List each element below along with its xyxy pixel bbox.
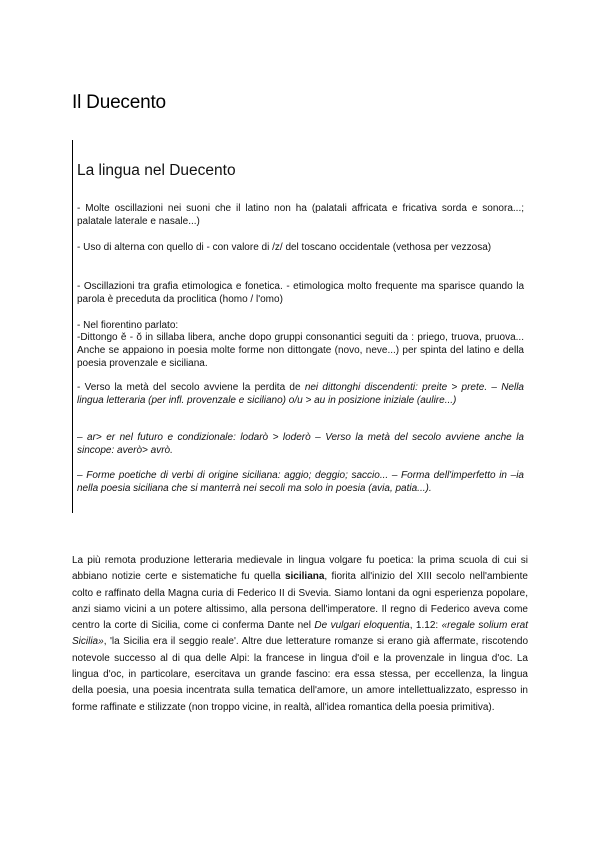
page-title: Il Duecento [72, 92, 166, 113]
body-bold-siciliana: siciliana [284, 571, 325, 583]
point-fiorentino-heading: - Nel fiorentino parlato: [77, 320, 179, 331]
point-dittongo: -Dittongo ě - ŏ in sillaba libera, anche dopo gruppi consonantici seguiti da : priego, truova, pruova... Anche se appaiono in poesia molte forme non dittongate (novo, neve...) per spinta del latino e della poesia provenzale e siciliana. [77, 332, 524, 369]
verso-italic: nei dittonghi discendenti: preite > prete. – Nella lingua letteraria (per infl. provenzale e siciliano) o/u > au in posizione iniziale (aulire...) [77, 382, 524, 406]
body-text-4: , 'la Sicilia era il seggio reale'. Altre due letterature romanze si erano già affermate, riscotendo notevole successo al di qua delle Alpi: la francese in lingua d'oil e la provenzale in lingua d'oc. La lingua d'oc, in particolare, esercitava un grande fascino: era essa stessa, per eccellenza, la lingua della poesia, una poesia incentrata sulla tematica dell'amore, un amore intellettualizzato, espresso in forme raffinate e stilizzate (non troppo vicine, in realtà, all'idea romantica della poesia primitiva). [72, 636, 528, 713]
body-text-3: , 1.12: [409, 620, 442, 632]
point-verso-meta [77, 381, 524, 407]
point-uso-di: - Uso di alterna con quello di - con valore di /z/ del toscano occidentale (vethosa per vezzosa) [77, 242, 492, 253]
body-italic-quote: «regale solium erat Sicilia» [72, 620, 528, 648]
point-oscillazioni-suoni: - Molte oscillazioni nei suoni che il latino non ha (palatali affricata e fricativa sorda e sonora...; palatale laterale e nasale...) [77, 203, 524, 227]
point-grafia: - Oscillazioni tra grafia etimologica e fonetica. - etimologica molto frequente ma sparisce quando la parola è preceduta da proclitica (homo / l'omo) [77, 281, 524, 305]
language-section [72, 140, 528, 513]
point-forme-poetiche: – Forme poetiche di verbi di origine siciliana: aggio; deggio; saccio... – Forma dell'imperfetto in –ia nella poesia siciliana che si manterrà nei secoli ma solo in poesia (avia, patia...). [77, 470, 524, 494]
section-heading: La lingua nel Duecento [77, 162, 236, 179]
verso-text: - Verso la metà del secolo avviene la perdita de [77, 382, 305, 393]
body-text-1: La più remota produzione letteraria medievale in lingua volgare fu poetica: la prima scuola di cui si abbiano notizie certe e sistematiche fu quella [72, 555, 528, 583]
body-text-2: , fiorita all'inizio del XIII secolo nell'ambiente colto e raffinato della Magna curia di Federico II di Svevia. Siamo lontani da ogni esperienza popolare, anzi siamo vicini a un potere altissimo, alla persona dell'imperatore. Il regno di Federico aveva come centro la corte di Sicilia, come ci conferma Dante nel [72, 571, 528, 632]
body-italic-work: De vulgari eloquentia [314, 620, 410, 632]
point-futuro: – ar> er nel futuro e condizionale: lodarò > loderò – Verso la metà del secolo avviene anche la sincope: averò> avrò. [77, 432, 524, 456]
body-paragraph [72, 553, 528, 716]
